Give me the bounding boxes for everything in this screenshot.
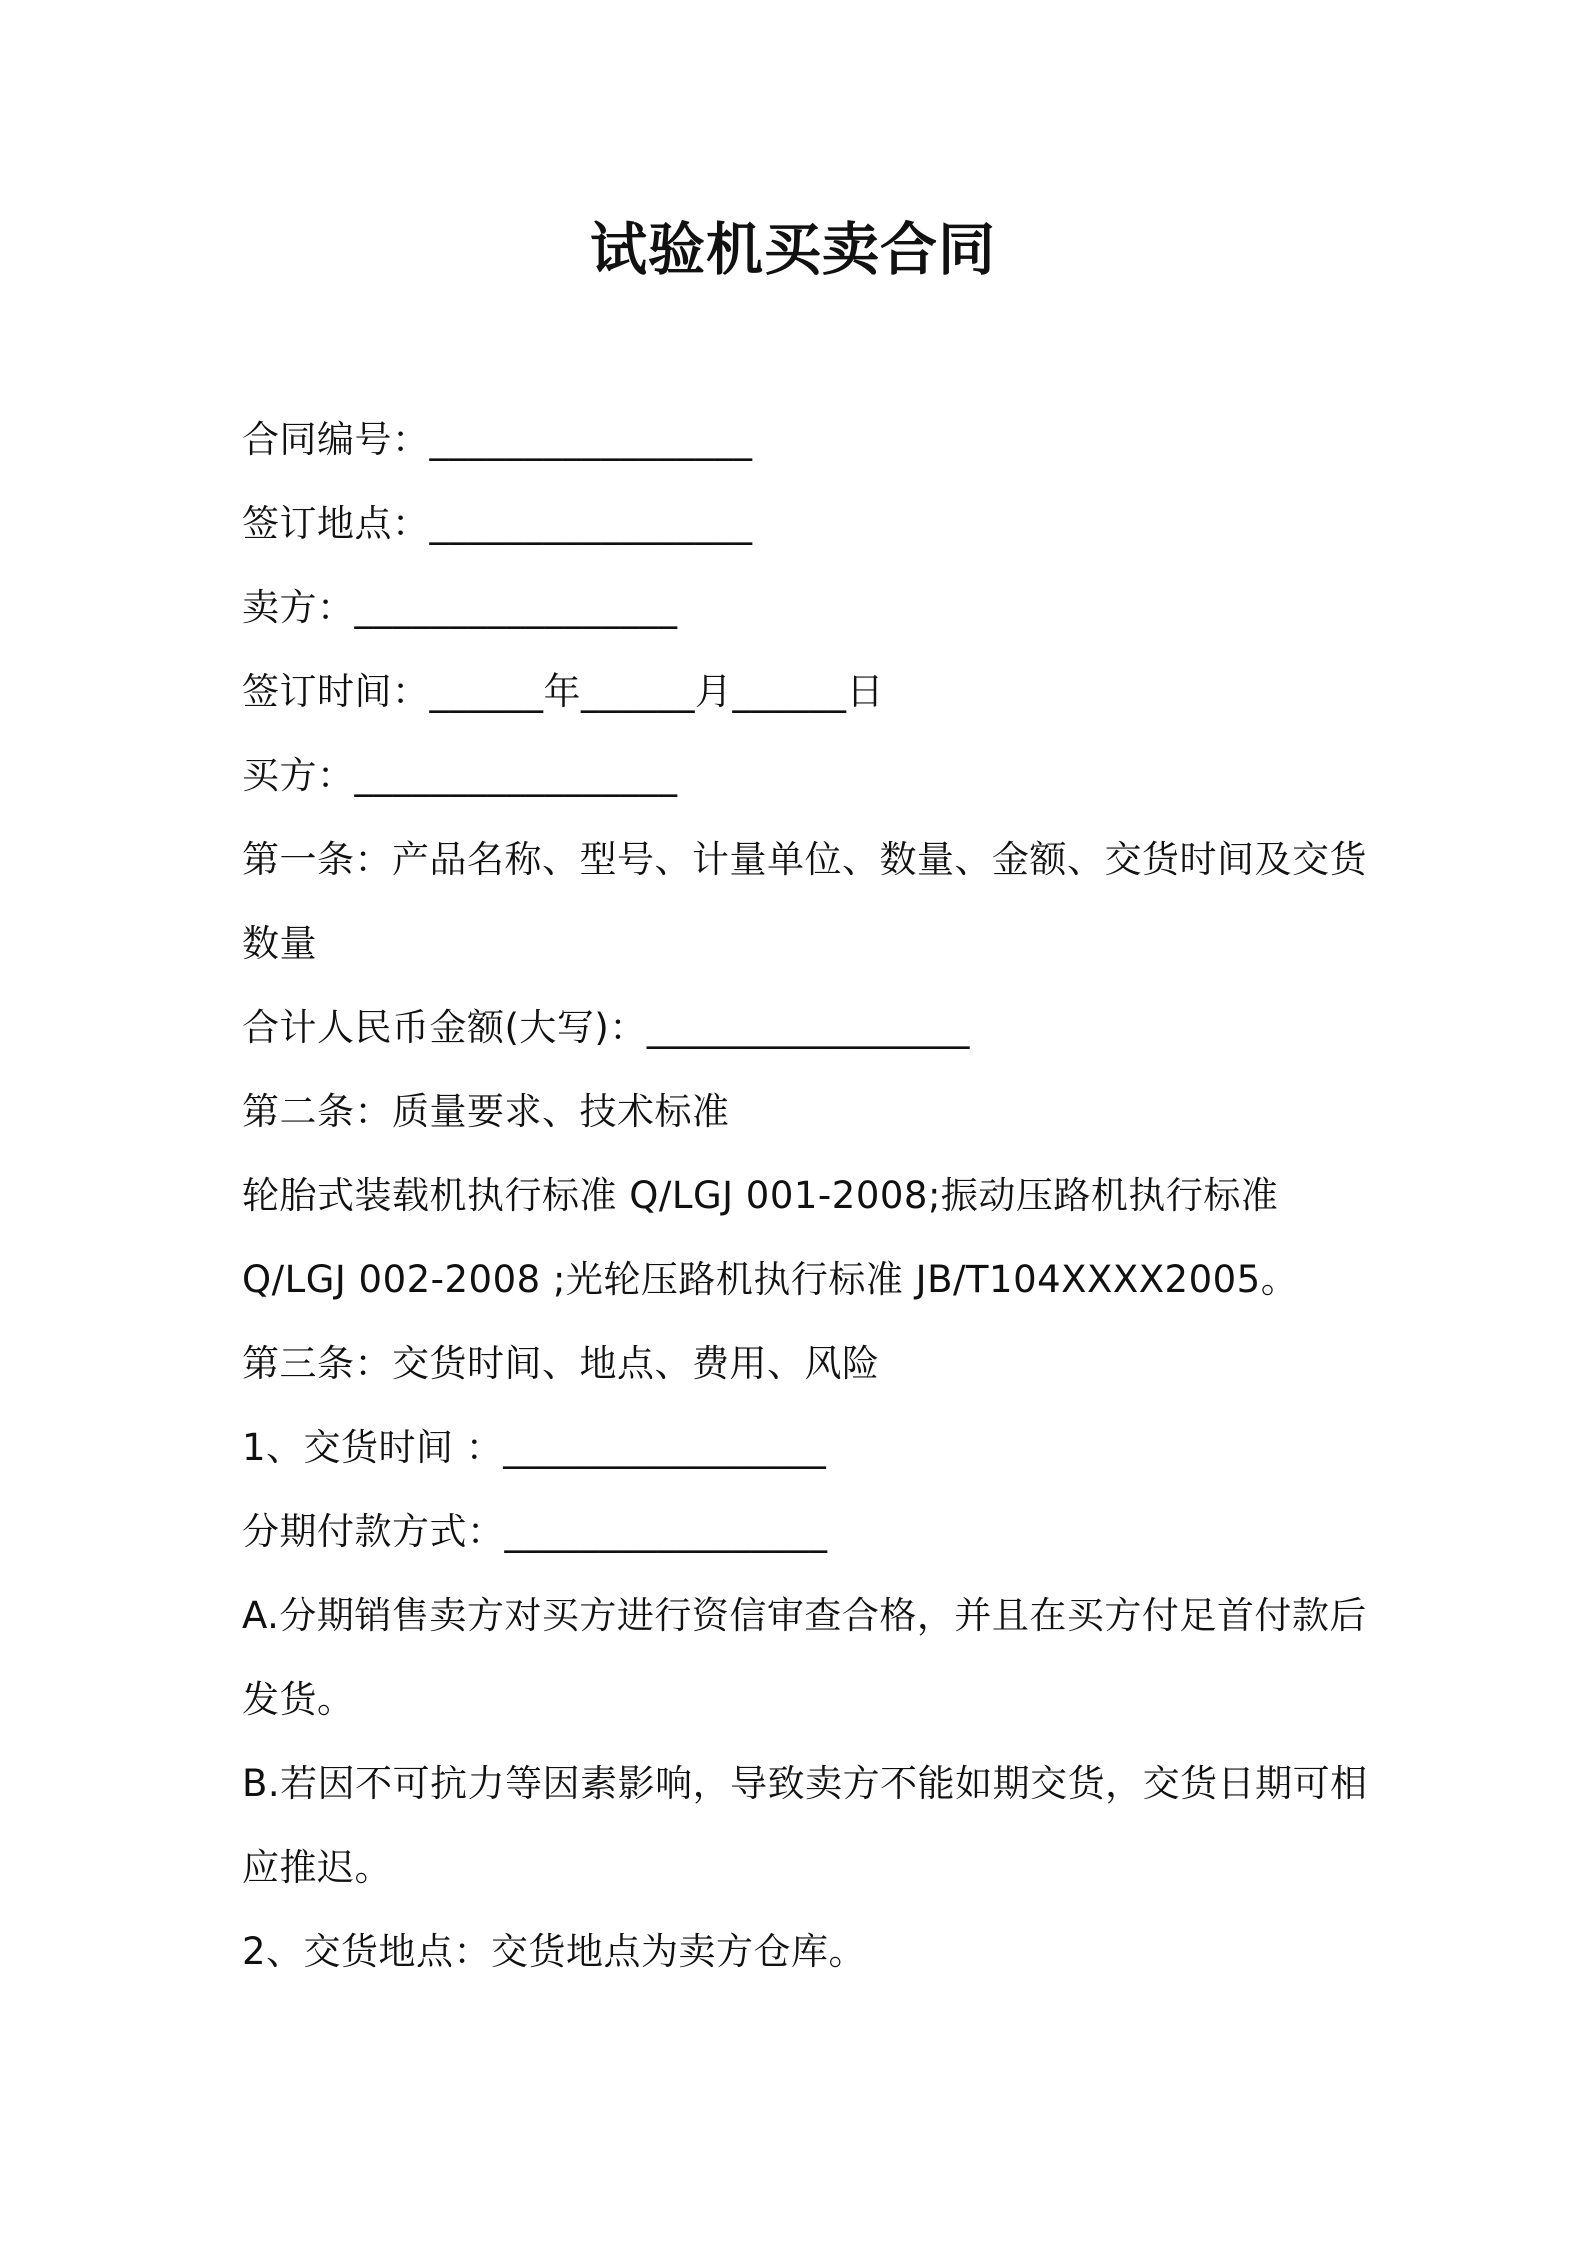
delivery-place-line: 2、交货地点：交货地点为卖方仓库。 <box>242 1930 867 1973</box>
clause-a-line-1: A.分期销售卖方对买方进行资信审查合格，并且在买方付足首付款后 <box>242 1594 1367 1637</box>
seller-line: 卖方：_________________ <box>242 586 678 629</box>
standards-line-1: 轮胎式装载机执行标准 Q/LGJ 001-2008;振动压路机执行标准 <box>242 1174 1279 1217</box>
article-2-heading: 第二条：质量要求、技术标准 <box>242 1090 730 1133</box>
clause-b-line-2: 应推迟。 <box>242 1846 392 1889</box>
article-3-heading: 第三条：交货时间、地点、费用、风险 <box>242 1342 880 1385</box>
delivery-time-line: 1、交货时间 ：_________________ <box>242 1426 827 1469</box>
document-title: 试验机买卖合同 <box>590 217 996 283</box>
signing-date-line: 签订时间：______年______月______日 <box>242 670 884 713</box>
installment-method-line: 分期付款方式：_________________ <box>242 1510 828 1553</box>
standards-line-2: Q/LGJ 002-2008 ;光轮压路机执行标准 JB/T104XXXX2005。 <box>242 1258 1299 1301</box>
clause-a-line-2: 发货。 <box>242 1678 355 1721</box>
document-body <box>242 398 1372 1994</box>
article-1-heading-cont: 数量 <box>242 922 317 965</box>
clause-b-line-1: B.若因不可抗力等因素影响，导致卖方不能如期交货，交货日期可相 <box>242 1762 1368 1805</box>
signing-place-line: 签订地点：_________________ <box>242 502 753 545</box>
total-amount-line: 合计人民币金额(大写)：_________________ <box>242 1006 970 1049</box>
buyer-line: 买方：_________________ <box>242 754 678 797</box>
contract-number-line: 合同编号：_________________ <box>242 418 753 461</box>
article-1-heading: 第一条：产品名称、型号、计量单位、数量、金额、交货时间及交货 <box>242 838 1367 881</box>
